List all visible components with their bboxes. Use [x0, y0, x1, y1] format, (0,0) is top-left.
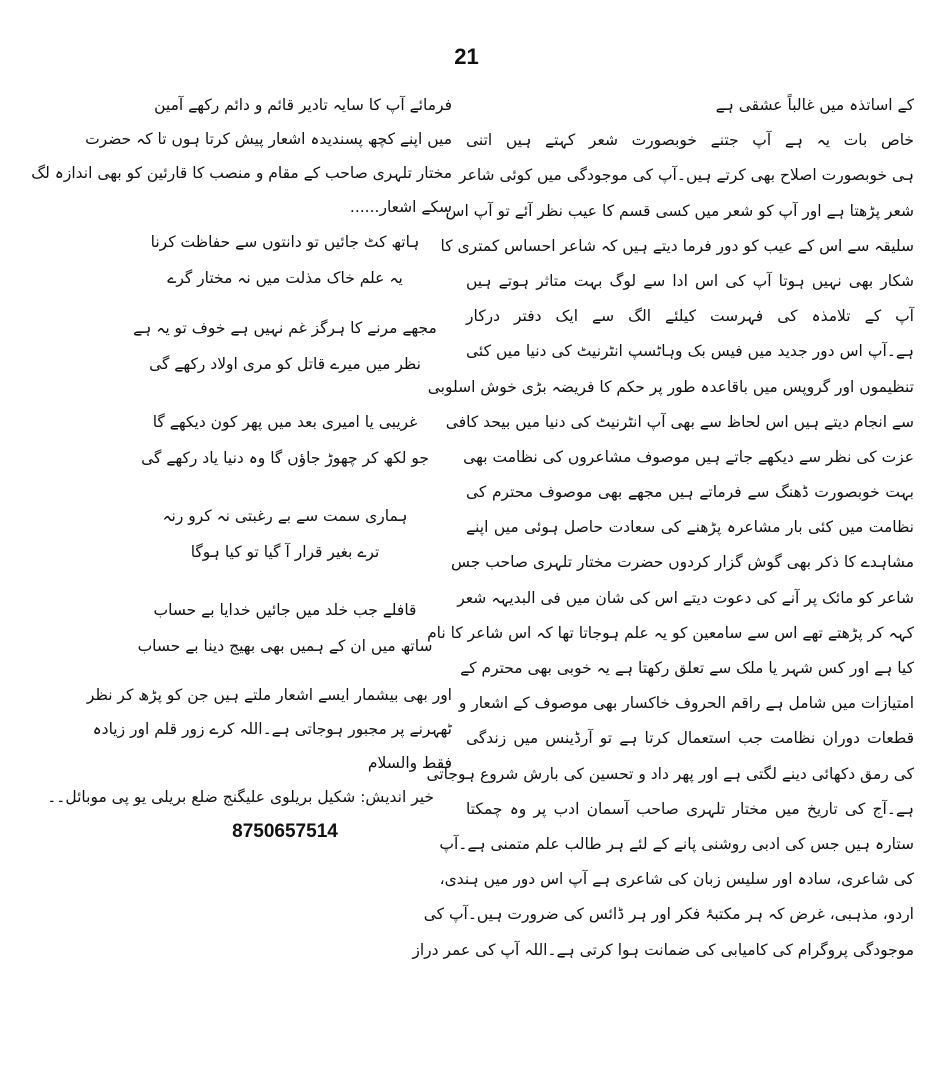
- text-line: موجودگی پروگرام کی کامیابی کی ضمانت ہوا کرتی ہے۔اللہ آپ کی عمر دراز: [412, 940, 914, 959]
- left-column-text: [31, 88, 452, 850]
- couplet-spacer: [118, 476, 452, 498]
- phone-number: 8750657514: [232, 821, 338, 842]
- text-line: ہے۔آج کی تاریخ میں مختار تلہری صاحب آسمان ادب پر وہ چمکتا: [466, 799, 914, 818]
- closing-line: فقط والسلام: [367, 754, 452, 772]
- text-line: ہی خوبصورت اصلاح بھی کرتے ہیں۔آپ کی موجودگی میں کوئی شاعر: [459, 166, 914, 185]
- couplet-line: یہ علم خاک مذلت میں نہ مختار گرے: [167, 269, 403, 287]
- text-line: سے انجام دیتے ہیں اس لحاظ سے بھی آپ انٹرنیٹ کی دنیا میں بیحد کافی: [445, 412, 914, 431]
- text-line: شکار بھی نہیں ہوتا آپ کی اس ادا سے لوگ بہت متاثر ہوتے ہیں: [466, 271, 914, 290]
- couplet-line: مجھے مرنے کا ہرگز غم نہیں ہے خوف تو یہ ہے: [133, 319, 437, 337]
- text-line: آپ کے تلامذہ کی فہرست کیلئے الگ سے ایک دفتر درکار: [466, 307, 914, 326]
- text-line: خاص بات یہ ہے آپ جتنے خوبصورت شعر کہتے ہیں اتنی: [466, 131, 914, 150]
- intro-line: سکے اشعار......: [349, 198, 452, 216]
- text-line: ہے۔آپ اس دور جدید میں فیس بک وہاٹسپ انٹرنیٹ کی دنیا میں کئی: [466, 342, 914, 361]
- text-line: امتیازات میں شامل ہے راقم الحروف خاکسار بھی موصوف کے اشعار و: [458, 694, 914, 713]
- couplet-line: قافلے جب خلد میں جائیں خدایا بے حساب: [153, 601, 417, 619]
- couplet-line: نظر میں میرے قاتل کو مری اولاد رکھے گی: [149, 355, 421, 373]
- couplet-line: ہماری سمت سے بے رغبتی نہ کرو رنہ: [162, 507, 408, 525]
- couplet-spacer: [118, 664, 452, 678]
- couplet-line: ہاتھ کٹ جائیں تو دانتوں سے حفاظت کرنا: [150, 233, 420, 251]
- intro-line: فرمائے آپ کا سایہ تادیر قائم و دائم رکھے آمین: [154, 96, 452, 114]
- text-line: کی رمق دکھائی دینے لگتی ہے اور پھر داد و تحسین کی بارش شروع ہوجاتی: [426, 764, 914, 783]
- text-line: مشاہدے کا ذکر بھی گوش گزار کردوں حضرت مختار تلہری صاحب جس: [451, 553, 914, 572]
- couplet-line: ترے بغیر قرار آ گیا تو کیا ہوگا: [190, 543, 380, 561]
- closing-line: ٹھہرنے پر مجبور ہوجاتی ہے۔اللہ کرے زور قلم اور زیادہ: [92, 720, 452, 738]
- text-line: کی شاعری، سادہ اور سلیس زبان کی شاعری ہے آپ اس دور میں ہندی،: [439, 870, 914, 889]
- couplet-spacer: [118, 296, 452, 310]
- couplet-line: جو لکھ کر چھوڑ جاؤں گا وہ دنیا یاد رکھے گی: [141, 449, 429, 467]
- text-line: شاعر کو مائک پر آنے کی دعوت دیتے اس کی شان میں فی البدیہہ شعر: [457, 588, 914, 607]
- text-line: اردو، مذہبی، غرض کہ ہر مکتبۂ فکر اور ہر ڈائس کی ضرورت ہیں۔آپ کی: [423, 905, 914, 924]
- closing-line: اور بھی بیشمار ایسے اشعار ملتے ہیں جن کو پڑھ کر نظر: [86, 686, 452, 704]
- intro-line: مختار تلہری صاحب کے مقام و منصب کا قارئین کو بھی اندازہ لگ: [31, 164, 452, 182]
- text-line: شعر پڑھتا ہے اور آپ کو شعر میں کسی قسم کا عیب نظر آئے تو آپ اس: [445, 201, 914, 220]
- text-line: کے اساتذہ میں غالباً عشقی ہے: [715, 96, 914, 114]
- text-line: بہت خوبصورت ڈھنگ سے فرماتے ہیں مجھے بھی موصوف محترم کی: [466, 483, 914, 502]
- couplet-line: ساتھ میں ان کے ہمیں بھی بھیج دینا بے حساب: [137, 637, 433, 655]
- text-line: کہہ کر پڑھتے تھے اس سے سامعین کو یہ علم ہوجاتا تھا کہ اس شاعر کا نام: [427, 623, 914, 642]
- text-line: عزت کی نظر سے دیکھے جاتے ہیں موصوف مشاعروں کی نظامت بھی: [463, 447, 914, 466]
- couplet-line: غریبی یا امیری بعد میں پھر کون دیکھے گا: [152, 413, 418, 431]
- text-line: نظامت میں کئی بار مشاعرہ پڑھنے کی سعادت حاصل ہوئی میں اپنے: [466, 518, 914, 537]
- couplet-spacer: [118, 570, 452, 592]
- text-line: قطعات دوران نظامت جب استعمال کرتا ہے تو آرڈینس میں زندگی: [466, 729, 914, 748]
- text-line: تنظیموں اور گروپس میں باقاعدہ طور پر حکم کا فریضہ بڑی خوش اسلوبی: [427, 377, 914, 396]
- text-line: کیا ہے اور کس شہر یا ملک سے تعلق رکھتا ہے یہ خوبی بھی محترم کے: [460, 659, 914, 677]
- couplet-spacer: [118, 382, 452, 404]
- right-column-text: [412, 88, 914, 968]
- text-line: سلیقہ سے اس کے عیب کو دور فرما دیتے ہیں کہ شاعر احساس کمتری کا: [440, 236, 914, 255]
- page-number: 21: [454, 44, 479, 69]
- text-line: ستارہ ہیں جس کی ادبی روشنی پانے کے لئے ہر طالب علم متمنی ہے۔آپ: [439, 834, 914, 853]
- intro-line: میں اپنے کچھ پسندیدہ اشعار پیش کرتا ہوں تا کہ حضرت: [85, 130, 452, 148]
- author-signoff: خیر اندیش: شکیل بریلوی علیگنج ضلع بریلی یو پی موبائل۔۔: [47, 788, 434, 806]
